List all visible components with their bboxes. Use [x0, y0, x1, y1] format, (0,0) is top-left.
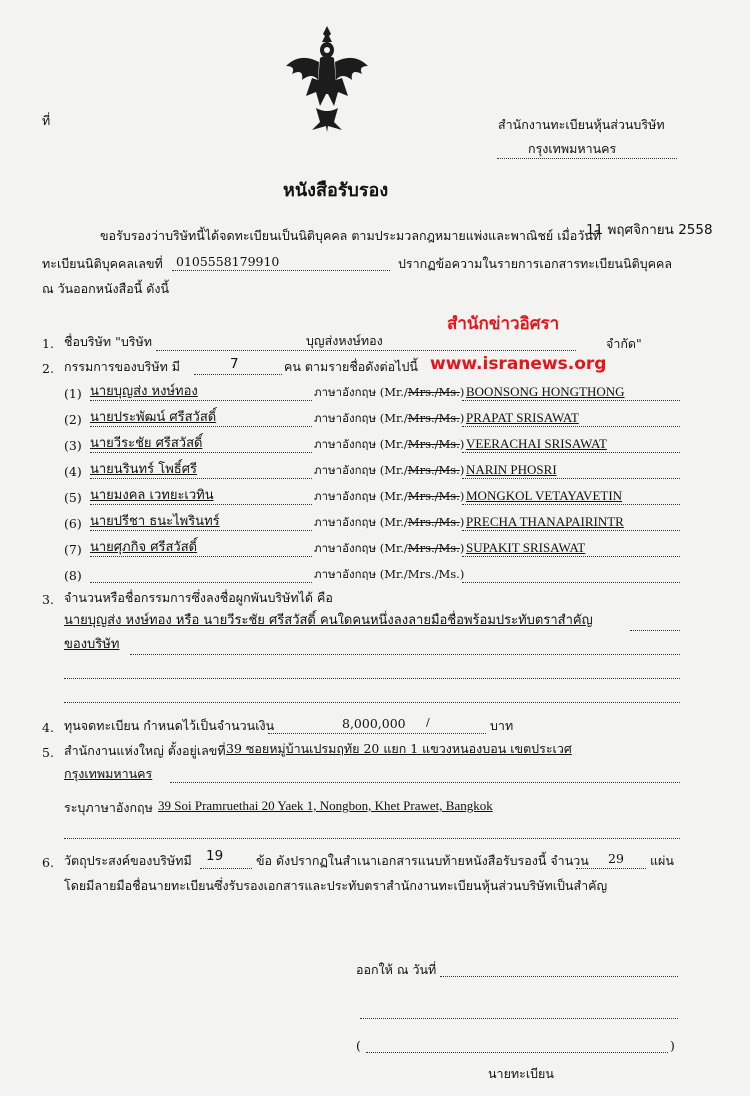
item-1-number: 1. [42, 336, 54, 351]
director-index: (7) [64, 542, 82, 557]
english-label-struck: Mrs./Ms. [407, 411, 460, 425]
intro-line-2-suffix: ปรากฏข้อความในรายการเอกสารทะเบียนนิติบุคคล [398, 256, 673, 271]
english-label-struck: Mrs./Ms. [407, 489, 460, 503]
capital-label: ทุนจดทะเบียน กำหนดไว้เป็นจำนวนเงิน [64, 718, 275, 733]
english-name-label [314, 386, 464, 400]
directors-label: กรรมการของบริษัท มี [64, 359, 181, 374]
office-city: กรุงเทพมหานคร [528, 141, 617, 156]
english-name-label [314, 516, 464, 530]
director-english-name: VEERACHAI SRISAWAT [466, 436, 607, 451]
signature-line [360, 1018, 678, 1019]
director-index: (1) [64, 386, 82, 401]
objectives-text: ข้อ ดังปรากฏในสำเนาเอกสารแนบท้ายหนังสือรับรองนี้ จำนวน [256, 853, 589, 868]
director-english-name: PRECHA THANAPAIRINTR [466, 514, 624, 529]
english-name-label: ภาษาอังกฤษ (Mr./Mrs./Ms.) [314, 567, 465, 581]
director-index: (3) [64, 438, 82, 453]
tick-mark: / [426, 716, 430, 729]
director-index: (4) [64, 464, 82, 479]
director-thai-name: นายบุญส่ง หงษ์ทอง [90, 384, 198, 399]
english-label-close: ) [459, 541, 465, 555]
director-thai-line [90, 556, 312, 557]
registration-number: 0105558179910 [176, 254, 280, 269]
english-label-struck: Mrs./Ms. [407, 463, 460, 477]
capital-line [268, 733, 486, 734]
pages-unit: แผ่น [650, 853, 674, 868]
item-6-number: 6. [42, 855, 54, 870]
company-name: บุญส่งหงษ์ทอง [306, 333, 383, 348]
english-label-prefix: ภาษาอังกฤษ (Mr./ [314, 463, 408, 477]
director-thai-name: นายปรีชา ธนะไพรินทร์ [90, 514, 220, 529]
director-thai-line [90, 530, 312, 531]
english-label-struck: Mrs./Ms. [407, 541, 460, 555]
director-english-line [462, 556, 680, 557]
director-english-line [462, 504, 680, 505]
director-thai-name: นายวีระชัย ศรีสวัสดิ์ [90, 436, 203, 451]
objectives-line-2: โดยมีลายมือชื่อนายทะเบียนซึ่งรับรองเอกสารและประทับตราสำนักงานทะเบียนหุ้นส่วนบริษัทเป็นสำคัญ [64, 878, 608, 893]
watermark-url: www.isranews.org [430, 354, 607, 374]
attached-pages: 29 [608, 851, 624, 866]
director-english-line [462, 426, 680, 427]
english-label-struck: Mrs./Ms. [407, 385, 460, 399]
english-name-label [314, 412, 464, 426]
office-name: สำนักงานทะเบียนหุ้นส่วนบริษัท [498, 117, 665, 132]
director-thai-line [90, 452, 312, 453]
item-5-number: 5. [42, 745, 54, 760]
english-label-prefix: ภาษาอังกฤษ (Mr./ [314, 541, 408, 555]
english-address: 39 Soi Pramruethai 20 Yaek 1, Nongbon, Khet Prawet, Bangkok [158, 798, 493, 813]
signatory-dots-2 [130, 654, 680, 655]
english-label-prefix: ภาษาอังกฤษ (Mr./ [314, 411, 408, 425]
director-thai-name: นายศุภกิจ ศรีสวัสดิ์ [90, 540, 198, 555]
english-label-struck: Mrs./Ms. [407, 515, 460, 529]
director-thai-name: นายมงคล เวทยะเวทิน [90, 488, 214, 503]
item-3-number: 3. [42, 592, 54, 607]
english-label-struck: Mrs./Ms. [407, 437, 460, 451]
head-office-label: สำนักงานแห่งใหญ่ ตั้งอยู่เลขที่ [64, 743, 226, 758]
english-label-prefix: ภาษาอังกฤษ (Mr./ [314, 437, 408, 451]
english-label-prefix: ภาษาอังกฤษ (Mr./ [314, 489, 408, 503]
director-index: (6) [64, 516, 82, 531]
issued-date-line [440, 976, 678, 977]
director-thai-name: นายนรินทร์ โพธิ์ศรี [90, 462, 197, 477]
reg-number-label: ทะเบียนนิติบุคคลเลขที่ [42, 256, 163, 271]
signatory-dots-3 [64, 678, 680, 679]
director-english-name: NARIN PHOSRI [466, 462, 557, 477]
reference-label: ที่ [42, 113, 51, 128]
director-english-line [462, 400, 680, 401]
watermark-name: สำนักข่าวอิศรา [447, 314, 560, 334]
close-paren: ) [670, 1038, 675, 1053]
english-label-prefix: ภาษาอังกฤษ (Mr./ [314, 515, 408, 529]
signatory-line-1: นายบุญส่ง หงษ์ทอง หรือ นายวีระชัย ศรีสวัสดิ์ คนใดคนหนึ่งลงลายมือชื่อพร้อมประทับตราสำคัญ [64, 613, 593, 628]
english-label-prefix: ภาษาอังกฤษ (Mr./ [314, 385, 408, 399]
issued-label: ออกให้ ณ วันที่ [356, 962, 437, 977]
director-index: (2) [64, 412, 82, 427]
intro-line-3: ณ วันออกหนังสือนี้ ดังนี้ [42, 281, 170, 296]
open-paren: ( [356, 1038, 361, 1053]
signatory-dots-4 [64, 702, 680, 703]
director-thai-line [90, 478, 312, 479]
english-label-close: ) [459, 515, 465, 529]
address-dots-2 [64, 838, 680, 839]
director-index: (5) [64, 490, 82, 505]
signatory-label: จำนวนหรือชื่อกรรมการซึ่งลงชื่อผูกพันบริษัทได้ คือ [64, 590, 333, 605]
company-name-label: ชื่อบริษัท "บริษัท [64, 334, 152, 349]
director-thai-name: นายประพัฒน์ ศรีสวัสดิ์ [90, 410, 217, 425]
reg-number-line [172, 270, 390, 271]
signatory-line-2: ของบริษัท [64, 637, 120, 652]
director-thai-line [90, 426, 312, 427]
pages-count-line [576, 868, 646, 869]
name-line [366, 1052, 668, 1053]
director-english-line [462, 582, 680, 583]
company-name-line [156, 350, 576, 351]
director-english-name: PRAPAT SRISAWAT [466, 410, 579, 425]
address-dots-1 [170, 782, 680, 783]
signatory-dots-1 [630, 630, 680, 631]
director-english-line [462, 452, 680, 453]
office-city-line [497, 158, 677, 159]
english-address-label: ระบุภาษาอังกฤษ [64, 800, 153, 815]
garuda-emblem [282, 22, 372, 134]
english-name-label [314, 464, 464, 478]
english-label-close: ) [459, 385, 465, 399]
head-office-city: กรุงเทพมหานคร [64, 766, 153, 781]
director-english-name: MONGKOL VETAYAVETIN [466, 488, 623, 503]
directors-count-line [194, 374, 282, 375]
english-label-close: ) [459, 411, 465, 425]
document-title: หนังสือรับรอง [283, 180, 389, 201]
director-thai-line [90, 504, 312, 505]
director-thai-line [90, 400, 312, 401]
head-office-address: 39 ซอยหมู่บ้านเปรมฤทัย 20 แยก 1 แขวงหนองบอน เขตประเวศ [226, 741, 572, 756]
director-index: (8) [64, 568, 82, 583]
objectives-count-line [200, 868, 252, 869]
item-2-number: 2. [42, 361, 54, 376]
director-english-name: BOONSONG HONGTHONG [466, 384, 625, 399]
registered-capital: 8,000,000 [342, 716, 406, 731]
registrar-label: นายทะเบียน [488, 1066, 554, 1081]
english-name-label [314, 438, 464, 452]
english-name-label [314, 542, 464, 556]
directors-label-suffix: คน ตามรายชื่อดังต่อไปนี้ [284, 359, 418, 374]
intro-line-1: ขอรับรองว่าบริษัทนี้ได้จดทะเบียนเป็นนิติบุคคล ตามประมวลกฎหมายแพ่งและพาณิชย์ เมื่อวันที่ [100, 228, 602, 243]
director-thai-line [90, 582, 312, 583]
company-name-suffix: จำกัด" [606, 336, 642, 351]
item-4-number: 4. [42, 720, 54, 735]
english-label-close: ) [459, 489, 465, 503]
objectives-count: 19 [206, 848, 224, 864]
objectives-label: วัตถุประสงค์ของบริษัทมี [64, 853, 192, 868]
registration-date: 11 พฤศจิกายน 2558 [586, 222, 713, 238]
english-label-close: ) [459, 437, 465, 451]
director-english-line [462, 530, 680, 531]
directors-count: 7 [230, 356, 239, 372]
english-label-close: ) [459, 463, 465, 477]
capital-unit: บาท [490, 718, 514, 733]
director-english-line [462, 478, 680, 479]
english-name-label [314, 490, 464, 504]
director-english-name: SUPAKIT SRISAWAT [466, 540, 586, 555]
